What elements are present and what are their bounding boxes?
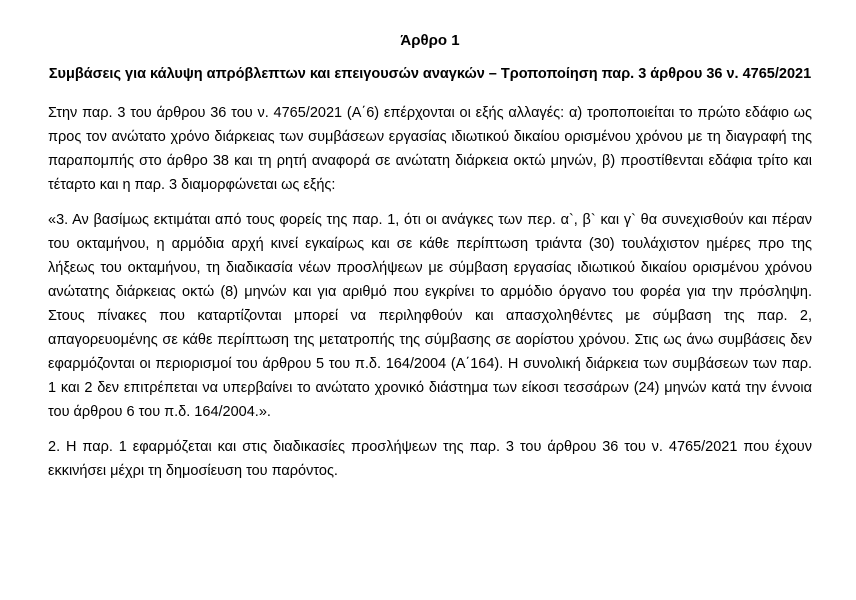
amended-text-paragraph: «3. Αν βασίμως εκτιμάται από τους φορείς της παρ. 1, ότι οι ανάγκες των περ. α`, β` και γ` θα συνεχισθούν και πέραν του οκταμήνου, η αρμόδια αρχή κινεί εγκαίρως και σε κάθε περίπτωση τριάντα (30) τουλάχιστον ημέρες προ της λήξεως του οκταμήνου, τη διαδικασία νέων προσλήψεων με σύμβαση εργασίας ιδιωτικού δικαίου ορισμένου χρόνου ανώτατης διάρκειας οκτώ (8) μηνών και για αριθμό που εγκρίνει το αρμόδιο όργανο του φορέα για την πρόσληψη. Στους πίνακες που καταρτίζονται μπορεί να περιληφθούν και απασχοληθέντες με σύμβαση της παρ. 2, απαγορευομένης σε κάθε περίπτωση της μετατροπής της σύμβασης σε αορίστου χρόνου. Στις ως άνω συμβάσεις δεν εφαρμόζονται οι περιορισμοί του άρθρου 5 του π.δ. 164/2004 (Α΄164). Η συνολική διάρκεια των συμβάσεων των παρ. 1 και 2 δεν επιτρέπεται να υπερβαίνει το ανώτατο χρονικό διάστημα των είκοσι τεσσάρων (24) μηνών κατά την έννοια του άρθρου 6 του π.δ. 164/2004.». <box>48 212 812 420</box>
article-subtitle: Συμβάσεις για κάλυψη απρόβλεπτων και επειγουσών αναγκών – Τροποποίηση παρ. 3 άρθρου 36 ν. 4765/2021 <box>48 66 812 82</box>
amendment-intro-paragraph: Στην παρ. 3 του άρθρου 36 του ν. 4765/2021 (Α΄6) επέρχονται οι εξής αλλαγές: α) τροποποιείται το πρώτο εδάφιο ως προς τον ανώτατο χρόνο διάρκειας των συμβάσεων εργασίας ιδιωτικού δικαίου ορισμένου χρόνου με τη διαγραφή της παραπομπής στο άρθρο 38 και τη ρητή αναφορά σε ανώτατη διάρκεια οκτώ μηνών, β) προστίθενται εδάφια τρίτο και τέταρτο και η παρ. 3 διαμορφώνεται ως εξής: <box>48 105 812 193</box>
article-heading: Άρθρο 1 <box>400 32 460 49</box>
application-paragraph: 2. Η παρ. 1 εφαρμόζεται και στις διαδικασίες προσλήψεων της παρ. 3 του άρθρου 36 του ν. 4765/2021 που έχουν εκκινήσει μέχρι τη δημοσίευση του παρόντος. <box>48 439 812 479</box>
document-page <box>48 30 812 483</box>
